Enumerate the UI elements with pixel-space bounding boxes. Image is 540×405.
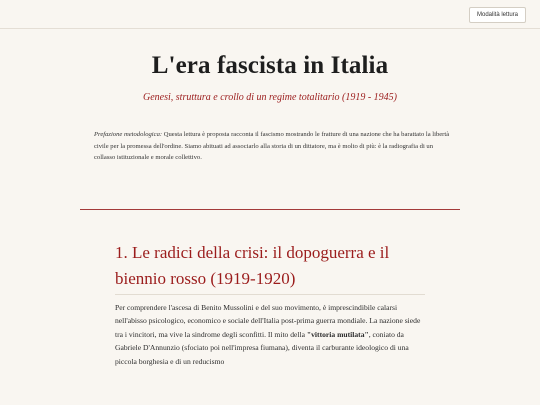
- page-title: L'era fascista in Italia: [151, 52, 389, 79]
- section-divider: [80, 209, 460, 210]
- methodological-preface: [94, 129, 450, 164]
- preface-label: Prefazione metodologica:: [94, 131, 163, 138]
- paragraph-text-end: , coniato da Gabriele D'Annunzio (sfociato poi nell'impresa fiumana), diventa il carburante ideologico di una piccola borghesia e di un reducismo: [115, 329, 409, 366]
- section-1-paragraph: [115, 301, 430, 368]
- section-title-rule: [115, 294, 425, 295]
- vittoria-mutilata-term: "vittoria mutilata": [306, 329, 369, 339]
- reading-mode-button[interactable]: Modalità lettura: [469, 7, 526, 23]
- top-bar: [0, 0, 540, 29]
- section-1-title: 1. Le radici della crisi: il dopoguerra e il biennio rosso (1919-1920): [115, 243, 390, 288]
- preface-text: Questa lettura è proposta racconta il fascismo mostrando le fratture di una nazione che ha barattato la libertà civile per la promessa dell'ordine. Siamo abituati ad associarlo alla storia di un dittatore, ma è molto di più: è la radiografia di un collasso istituzionale e morale collettivo.: [94, 131, 450, 161]
- page-subtitle: Genesi, struttura e crollo di un regime totalitario (1919 - 1945): [143, 92, 397, 103]
- paragraph-text-start: Per comprendere l'ascesa di Benito Mussolini e del suo movimento, è imprescindibile calarsi nell'abisso psicologico, economico e sociale dell'Italia post-prima guerra mondiale. La nazione siede tra i vincitori, ma vive la sindrome degli sconfitti. Il mito della: [115, 303, 421, 339]
